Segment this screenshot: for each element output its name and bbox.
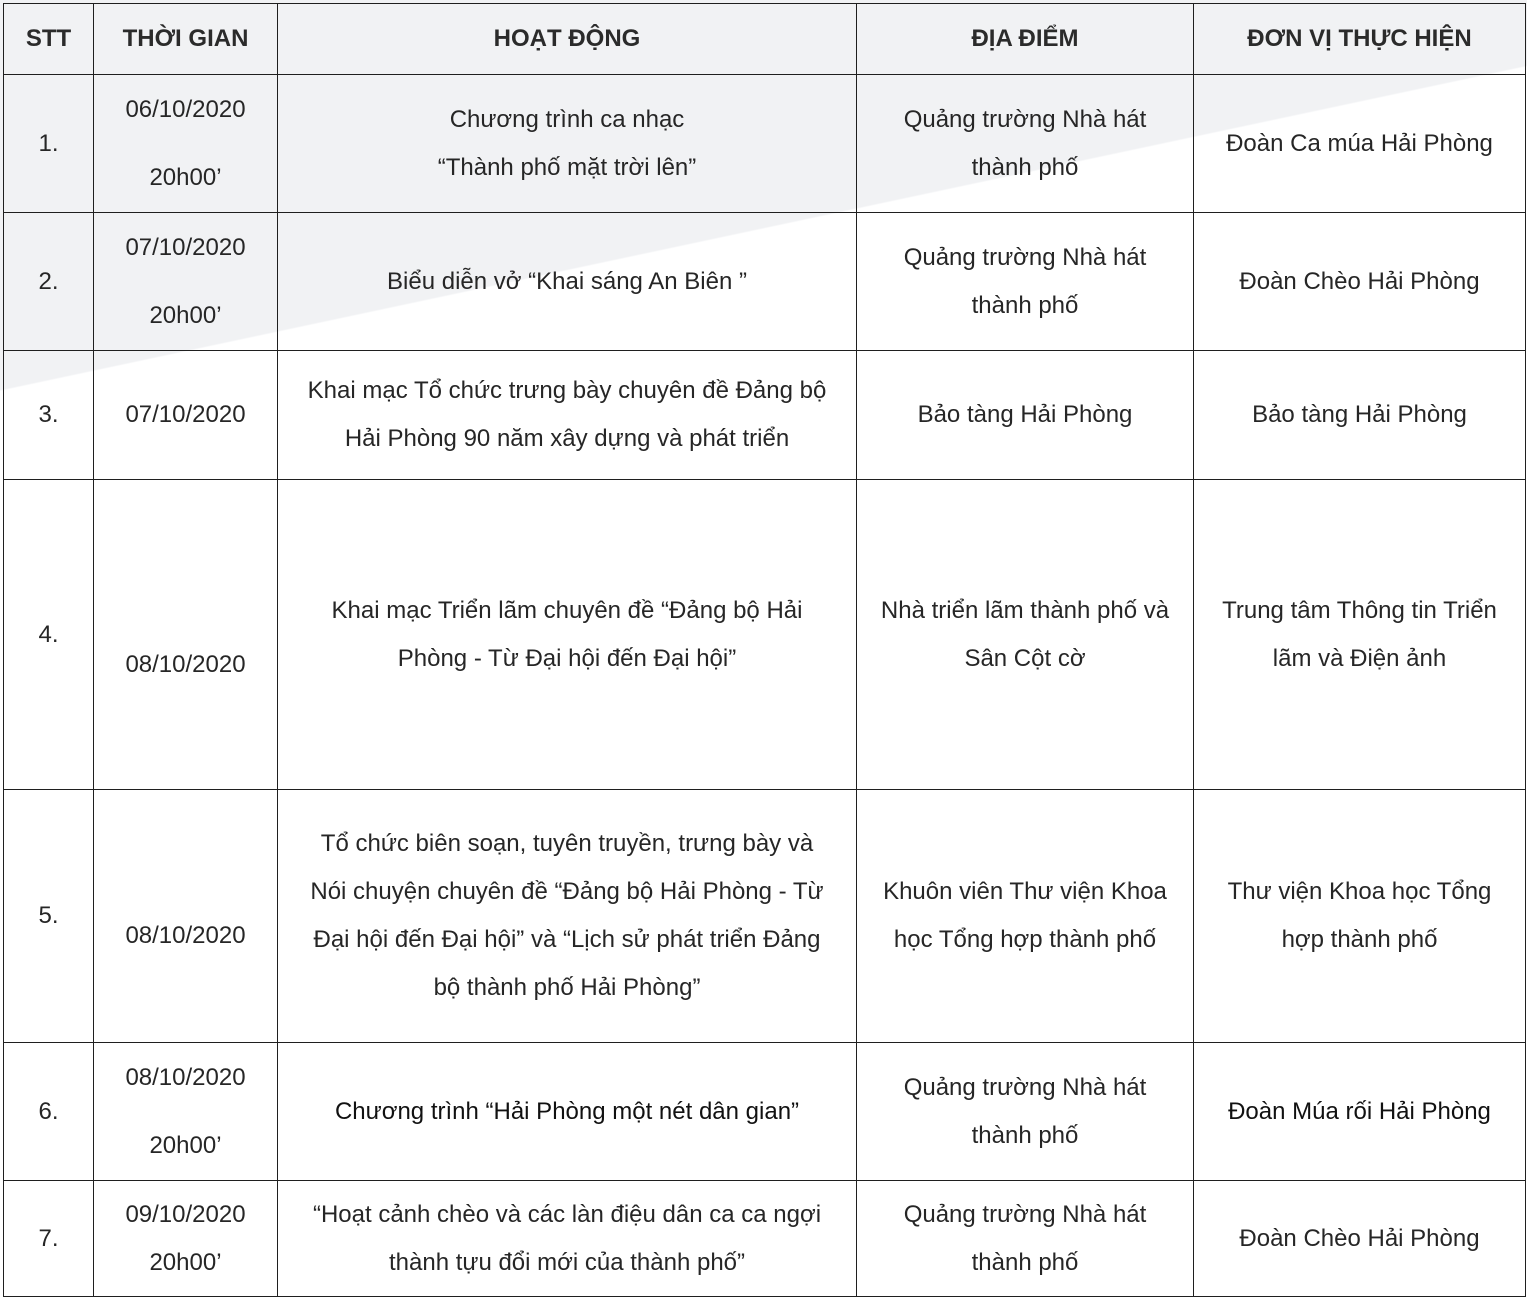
cell-stt: 3. [4, 351, 94, 480]
activity-line: Phòng - Từ Đại hội đến Đại hội” [397, 644, 737, 672]
cell-location [857, 351, 1194, 480]
cell-location [857, 1181, 1194, 1297]
activity-line: Nói chuyện chuyên đề “Đảng bộ Hải Phòng - Từ [310, 878, 824, 905]
header-row [4, 4, 1526, 75]
cell-location [857, 790, 1194, 1043]
cell-date: 08/10/2020 [125, 650, 246, 678]
location-line: Nhà triển lãm thành phố và [880, 596, 1170, 624]
activity-line: Khai mạc Triển lãm chuyên đề “Đảng bộ Hải [331, 596, 803, 624]
unit-line: Đoàn Chèo Hải Phòng [1239, 1224, 1480, 1252]
cell-hour: 20h00’ [149, 1248, 222, 1276]
table-row [4, 1181, 1526, 1297]
header-stt: STT [4, 4, 94, 75]
activity-line: Chương trình ca nhạc [449, 105, 685, 133]
header-location: ĐỊA ĐIỂM [857, 4, 1194, 75]
location-line: Bảo tàng Hải Phòng [917, 401, 1133, 428]
activity-line: Chương trình “Hải Phòng một nét dân gian” [334, 1097, 800, 1125]
cell-activity [278, 480, 857, 790]
cell-unit [1194, 75, 1526, 213]
cell-date: 09/10/2020 [125, 1200, 246, 1228]
cell-activity [278, 351, 857, 480]
activity-line: Hải Phòng 90 năm xây dựng và phát triển [344, 425, 790, 452]
cell-activity [278, 1181, 857, 1297]
activity-line: “Hoạt cảnh chèo và các làn điệu dân ca ca ngợi [312, 1200, 822, 1228]
event-schedule-table [3, 3, 1526, 1297]
cell-time [94, 1181, 278, 1297]
cell-stt: 6. [4, 1043, 94, 1181]
cell-location [857, 1043, 1194, 1181]
activity-line: thành tựu đổi mới của thành phố” [388, 1248, 746, 1276]
activity-line: Biểu diễn vở “Khai sáng An Biên ” [387, 267, 747, 295]
location-line: thành phố [971, 1248, 1079, 1276]
location-line: Quảng trường Nhà hát [903, 1200, 1147, 1228]
location-line: Sân Cột cờ [964, 644, 1086, 672]
cell-unit [1194, 213, 1526, 351]
location-line: Quảng trường Nhà hát [903, 105, 1147, 133]
location-line: thành phố [971, 1121, 1079, 1149]
unit-line: lãm và Điện ảnh [1272, 644, 1447, 672]
cell-stt: 7. [4, 1181, 94, 1297]
table-row [4, 75, 1526, 213]
cell-stt: 1. [4, 75, 94, 213]
cell-date: 08/10/2020 [125, 1063, 246, 1091]
cell-unit [1194, 1181, 1526, 1297]
table-row [4, 790, 1526, 1043]
cell-activity [278, 213, 857, 351]
cell-time [94, 1043, 278, 1181]
cell-time [94, 790, 278, 1043]
unit-line: Đoàn Chèo Hải Phòng [1239, 267, 1480, 295]
table-row [4, 213, 1526, 351]
cell-unit [1194, 1043, 1526, 1181]
header-unit: ĐƠN VỊ THỰC HIỆN [1194, 4, 1526, 75]
header-time: THỜI GIAN [94, 4, 278, 75]
location-line: thành phố [971, 153, 1079, 181]
cell-date: 07/10/2020 [125, 233, 246, 261]
cell-stt: 4. [4, 480, 94, 790]
location-line: Quảng trường Nhà hát [903, 243, 1147, 271]
cell-date: 08/10/2020 [125, 922, 246, 949]
table-row [4, 480, 1526, 790]
cell-date: 07/10/2020 [125, 401, 246, 428]
unit-line: Trung tâm Thông tin Triển [1222, 596, 1497, 624]
header-activity: HOẠT ĐỘNG [278, 4, 857, 75]
location-line: Khuôn viên Thư viện Khoa [883, 878, 1167, 905]
cell-stt: 2. [4, 213, 94, 351]
cell-time [94, 351, 278, 480]
activity-line: “Thành phố mặt trời lên” [437, 153, 697, 181]
activity-line: Đại hội đến Đại hội” và “Lịch sử phát triển Đảng [313, 926, 821, 953]
cell-time [94, 75, 278, 213]
cell-hour: 20h00’ [149, 301, 222, 329]
cell-date: 06/10/2020 [125, 95, 246, 123]
unit-line: hợp thành phố [1281, 926, 1438, 953]
cell-unit [1194, 480, 1526, 790]
unit-line: Thư viện Khoa học Tổng [1227, 878, 1492, 905]
cell-unit [1194, 790, 1526, 1043]
cell-activity [278, 790, 857, 1043]
table-row [4, 351, 1526, 480]
cell-hour: 20h00’ [149, 1131, 222, 1159]
cell-location [857, 480, 1194, 790]
unit-line: Bảo tàng Hải Phòng [1252, 401, 1467, 428]
unit-line: Đoàn Múa rối Hải Phòng [1228, 1097, 1491, 1125]
cell-location [857, 213, 1194, 351]
activity-line: Khai mạc Tổ chức trưng bày chuyên đề Đảng bộ [307, 377, 827, 404]
cell-hour: 20h00’ [149, 163, 222, 191]
cell-time [94, 480, 278, 790]
activity-line: bộ thành phố Hải Phòng” [433, 974, 701, 1001]
cell-location [857, 75, 1194, 213]
cell-unit [1194, 351, 1526, 480]
cell-time [94, 213, 278, 351]
activity-line: Tổ chức biên soạn, tuyên truyền, trưng bày và [320, 830, 814, 857]
cell-activity [278, 75, 857, 213]
location-line: Quảng trường Nhà hát [903, 1073, 1147, 1101]
cell-activity [278, 1043, 857, 1181]
location-line: thành phố [971, 291, 1079, 319]
unit-line: Đoàn Ca múa Hải Phòng [1226, 129, 1493, 157]
location-line: học Tổng hợp thành phố [893, 926, 1157, 953]
cell-stt: 5. [4, 790, 94, 1043]
table-row [4, 1043, 1526, 1181]
